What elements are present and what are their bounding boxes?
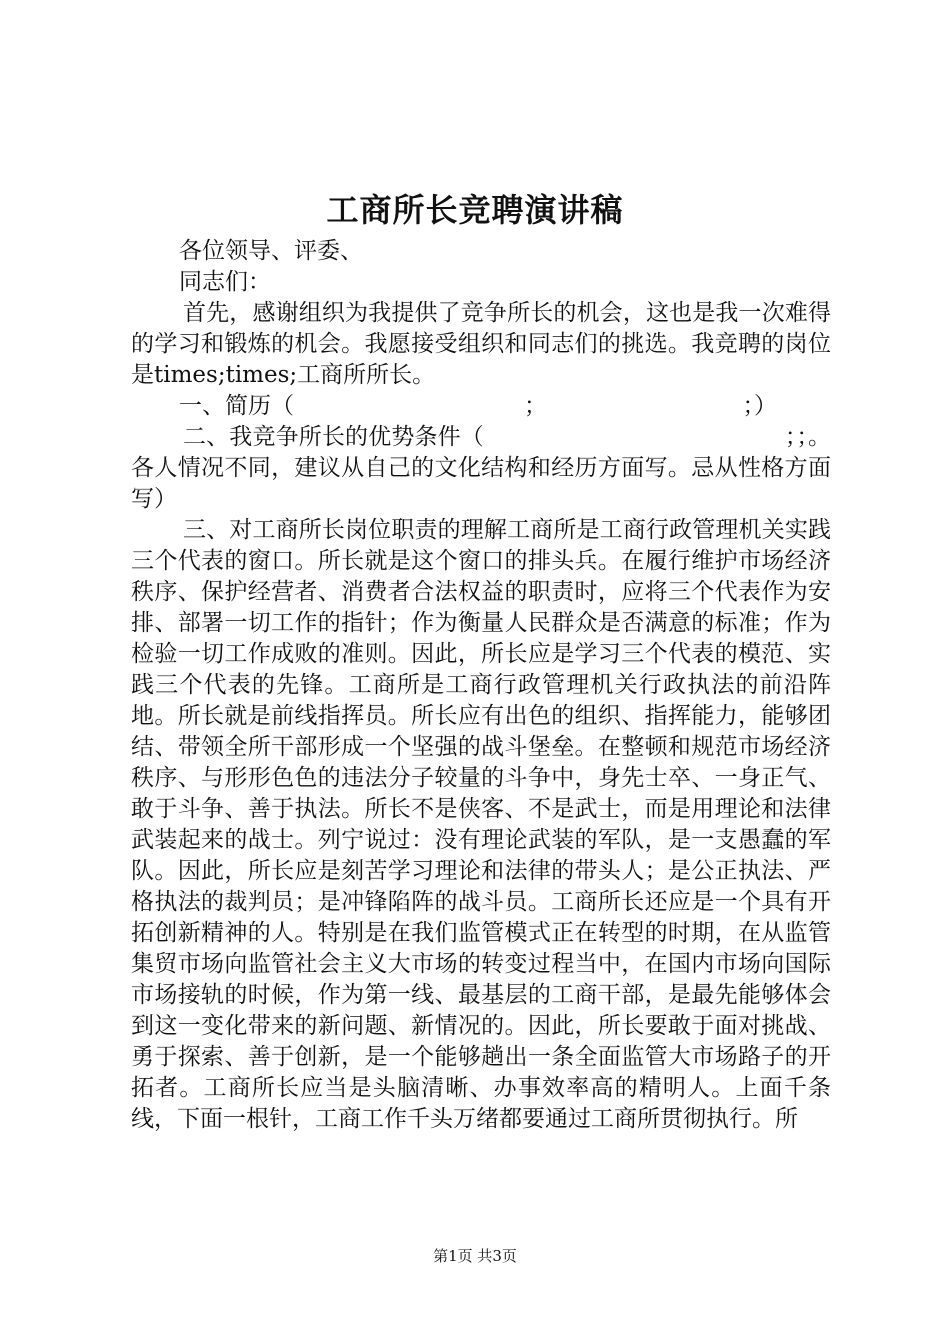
salutation-line-1: 各位领导、评委、 [179,238,363,264]
section-resume: 一、简历（ ； ；） [179,393,777,419]
document-body [131,236,831,1135]
paragraph-advantages: 二、我竞争所长的优势条件（ ；；。各人情况不同，建议从自己的文化结构和经历方面写。忌从性格方面写） [131,424,831,512]
page-footer: 第1页 共3页 [433,1247,517,1265]
document-title: 工商所长竞聘演讲稿 [326,191,624,229]
salutation-line-2: 同志们： [179,269,271,295]
paragraph-intro: 首先，感谢组织为我提供了竞争所长的机会，这也是我一次难得的学习和锻炼的机会。我愿接受组织和同志们的挑选。我竞聘的岗位是times;times;工商所所长。 [131,300,831,388]
paragraph-duties: 三、对工商所长岗位职责的理解工商所是工商行政管理机关实践三个代表的窗口。所长就是这个窗口的排头兵。在履行维护市场经济秩序、保护经营者、消费者合法权益的职责时，应将三个代表作为安排、部署一切工作的指针；作为衡量人民群众是否满意的标准；作为检验一切工作成败的准则。因此，所长应是学习三个代表的模范、实践三个代表的先锋。工商所是工商行政管理机关行政执法的前沿阵地。所长就是前线指挥员。所长应有出色的组织、指挥能力，能够团结、带领全所干部形成一个坚强的战斗堡垒。在整顿和规范市场经济秩序、与形形色色的违法分子较量的斗争中，身先士卒、一身正气、敢于斗争、善于执法。所长不是侠客、不是武士，而是用理论和法律武装起来的战士。列宁说过：没有理论武装的军队，是一支愚蠢的军队。因此，所长应是刻苦学习理论和法律的带头人；是公正执法、严格执法的裁判员；是冲锋陷阵的战斗员。工商所长还应是一个具有开拓创新精神的人。特别是在我们监管模式正在转型的时期，在从监管集贸市场向监管社会主义大市场的转变过程当中，在国内市场向国际市场接轨的时候，作为第一线、最基层的工商干部，是最先能够体会到这一变化带来的新问题、新情况的。因此，所长要敢于面对挑战、勇于探索、善于创新，是一个能够趟出一条全面监管大市场路子的开拓者。工商所长应当是头脑清晰、办事效率高的精明人。上面千条线，下面一根针，工商工作千头万绪都要通过工商所贯彻执行。所 [131,517,831,1132]
